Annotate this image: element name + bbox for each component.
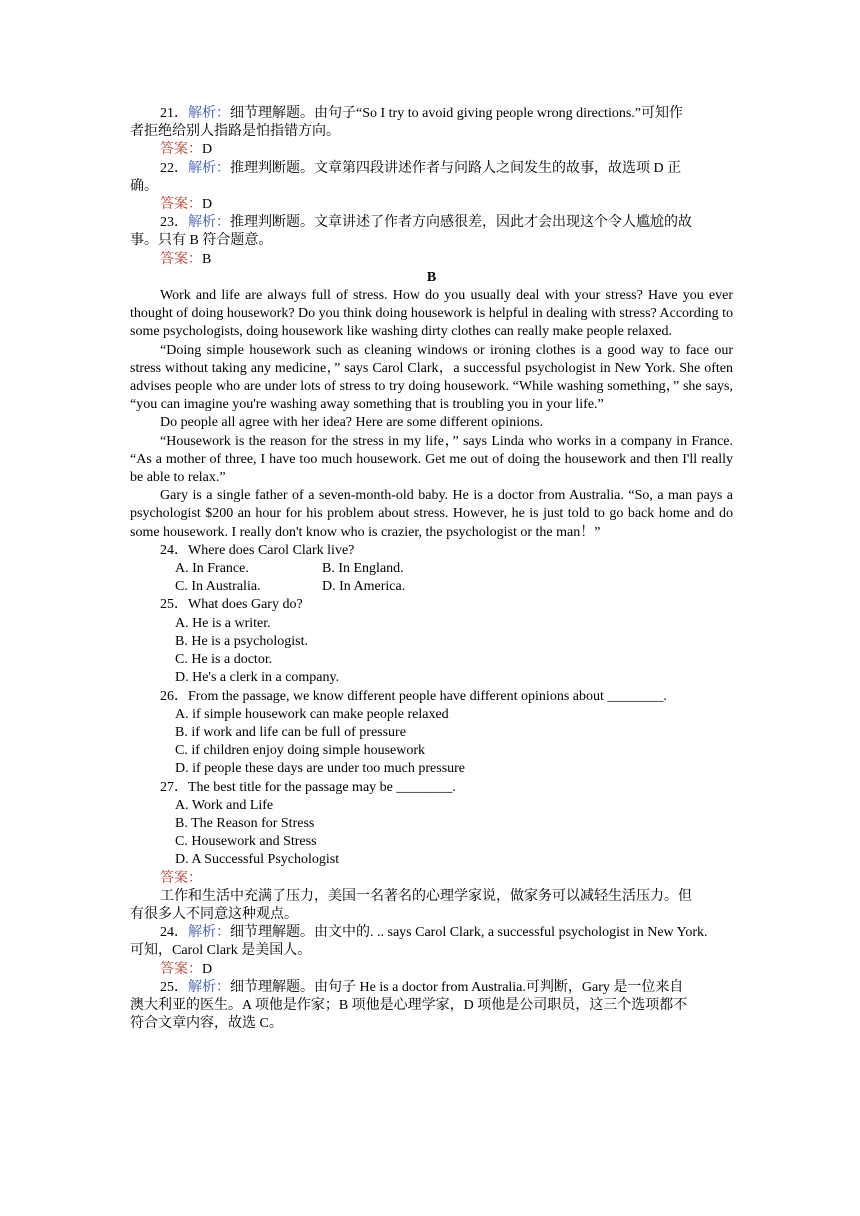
e24-answer: 答案：D: [160, 961, 213, 977]
q22-answer: 答案：D: [160, 197, 213, 213]
e25-explanation-cont: 澳大利亚的医生。A 项他是作家；B 项他是心理学家，D 项他是公司职员，这三个选项都不: [130, 997, 688, 1013]
q27-option: C. Housework and Stress: [175, 834, 317, 850]
q27-option: A. Work and Life: [175, 797, 274, 813]
q26-option: A. if simple housework can make people relaxed: [175, 706, 449, 722]
q25-option: B. He is a psychologist.: [175, 633, 308, 649]
q22-explanation: 22．解析：推理判断题。文章第四段讲述作者与问路人之间发生的故事，故选项 D 正: [160, 160, 682, 176]
answer-label: 答案：: [160, 142, 202, 158]
answer-label: 答案：: [160, 870, 202, 886]
q22-explanation-cont: 确。: [130, 178, 158, 194]
q21-answer: 答案：D: [160, 142, 213, 158]
q21-explanation: 21．解析：细节理解题。由句子“So I try to avoid giving people wrong directions.”可知作: [160, 106, 683, 121]
option: C. In Australia.: [175, 579, 261, 595]
explanation-label: 解析：: [188, 925, 230, 941]
passage-paragraph: Gary is a single father of a seven-month-old baby. He is a doctor from Australia. “So, a man pays a psychologist $200 an hour for his problem about stress. However, he is just told to go back home and do some housework. I really don't know who is crazier, the psychologist or the man！”: [130, 488, 733, 540]
summary-text-cont: 有很多人不同意这种观点。: [130, 906, 298, 922]
q25-option: D. He's a clerk in a company.: [175, 670, 340, 686]
e24-explanation-cont: 可知，Carol Clark 是美国人。: [130, 943, 312, 959]
q25-stem: 25．What does Gary do?: [160, 597, 303, 613]
e25-explanation: 25．解析：细节理解题。由句子 He is a doctor from Australia.可判断，Gary 是一位来自: [160, 979, 684, 995]
q26-option: C. if children enjoy doing simple housework: [175, 743, 426, 759]
e25-explanation-cont: 符合文章内容，故选 C。: [130, 1016, 283, 1032]
option: B. In England.: [322, 561, 404, 577]
section-title: B: [426, 269, 437, 285]
explanation-label: 解析：: [188, 979, 230, 995]
answer-label: 答案：: [160, 251, 202, 267]
document-page: [130, 105, 733, 1033]
q25-option: C. He is a doctor.: [175, 652, 273, 668]
q23-answer: 答案：B: [160, 251, 212, 267]
explanation-label: 解析：: [188, 215, 230, 231]
explanation-label: 解析：: [188, 160, 230, 176]
answer-label: 答案：: [160, 961, 202, 977]
q23-explanation: 23．解析：推理判断题。文章讲述了作者方向感很差，因此才会出现这个令人尴尬的故: [160, 215, 692, 231]
q24-options-row2: [130, 578, 733, 596]
option: A. In France.: [175, 561, 249, 577]
q26-option: B. if work and life can be full of pressure: [175, 724, 406, 740]
q25-option: A. He is a writer.: [175, 615, 271, 631]
q23-explanation-cont: 事。只有 B 符合题意。: [130, 233, 273, 249]
answers-heading: [130, 870, 733, 888]
e24-explanation: 24．解析：细节理解题。由文中的. .. says Carol Clark, a successful psychologist in New York.: [160, 925, 708, 941]
summary-text: 工作和生活中充满了压力，美国一名著名的心理学家说，做家务可以减轻生活压力。但: [160, 888, 692, 904]
passage-paragraph: Work and life are always full of stress. How do you usually deal with your stress? Have you ever thought of doing housework? Do you think doing housework is helpful in dealing with stress? According to some psychologists, doing housework like washing dirty clothes can really make people relaxed.: [130, 288, 733, 340]
option: D. In America.: [322, 579, 406, 595]
q26-option: D. if people these days are under too much pressure: [175, 761, 466, 777]
passage-paragraph: “Housework is the reason for the stress in my life，” says Linda who works in a company in France. “As a mother of three, I have too much housework. Get me out of doing the housework and then I'll really be able to relax.”: [130, 433, 733, 486]
q26-stem: 26．From the passage, we know different people have different opinions about ________.: [160, 688, 667, 704]
passage-paragraph: “Doing simple housework such as cleaning windows or ironing clothes is a good way to face our stress without taking any medicine，” says Carol Clark，a successful psychologist in New York. She often advises people who are under lots of stress to try doing housework. “While washing something，” she says, “you can imagine you're washing away something that is troubling you in your life.”: [130, 342, 733, 413]
q27-option: D. A Successful Psychologist: [175, 852, 340, 868]
passage-paragraph: Do people all agree with her idea? Here are some different opinions.: [160, 415, 544, 431]
explanation-label: 解析：: [188, 106, 230, 121]
answer-label: 答案：: [160, 197, 202, 213]
q27-stem: 27．The best title for the passage may be ________.: [160, 779, 456, 795]
q21-explanation-cont: 者拒绝给别人指路是怕指错方向。: [130, 124, 340, 140]
q24-stem: 24．Where does Carol Clark live?: [160, 542, 355, 558]
q27-option: B. The Reason for Stress: [175, 815, 315, 831]
q24-options-row1: [130, 560, 733, 578]
